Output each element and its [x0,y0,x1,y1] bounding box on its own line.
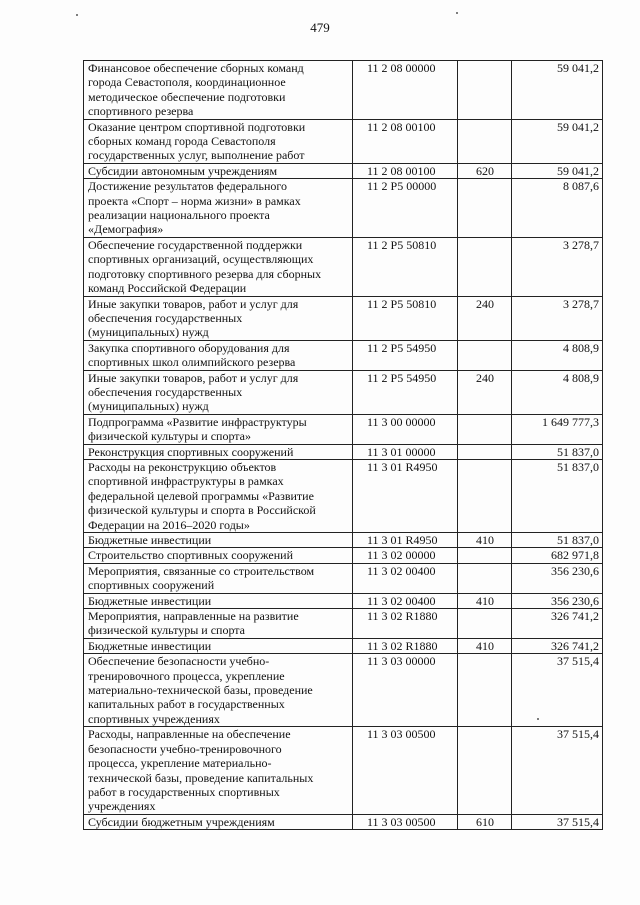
page-number: 479 [310,20,330,35]
table-row [84,563,603,593]
table-row [84,459,603,532]
cell-code: 11 2 P5 50810 [353,296,458,340]
cell-name: Расходы на реконструкцию объектов спортивной инфраструктуры в рамках федеральной целевой программы «Развитие физической культуры и спорта в Российской Федерации на 2016–2020 годы» [84,459,353,532]
cell-expense-type [458,340,512,370]
cell-code: 11 3 00 00000 [353,414,458,444]
table-row [84,163,603,178]
cell-expense-type [458,444,512,459]
table-row [84,119,603,163]
table-row [84,654,603,727]
cell-name: Расходы, направленные на обеспечение безопасности учебно-тренировочного процесса, укрепление материально- технической базы, проведение капитальных работ в государственных спортивных учреждениях [84,727,353,814]
cell-name: Мероприятия, направленные на развитие физической культуры и спорта [84,609,353,639]
table-row [84,370,603,414]
cell-name: Субсидии автономным учреждениям [84,163,353,178]
cell-name: Иные закупки товаров, работ и услуг для обеспечения государственных (муниципальных) нужд [84,296,353,340]
cell-code: 11 3 02 00400 [353,563,458,593]
cell-name: Достижение результатов федерального проекта «Спорт – норма жизни» в рамках реализации национального проекта «Демография» [84,179,353,238]
cell-code: 11 3 02 00400 [353,593,458,608]
cell-code: 11 3 01 R4950 [353,459,458,532]
cell-expense-type: 610 [458,814,512,829]
cell-amount: 59 041,2 [512,61,603,120]
cell-code: 11 3 01 R4950 [353,533,458,548]
budget-table [83,60,603,830]
cell-expense-type [458,727,512,814]
table-row [84,61,603,120]
cell-name: Бюджетные инвестиции [84,533,353,548]
cell-expense-type: 410 [458,593,512,608]
scan-speck [456,12,458,14]
scan-speck [76,14,78,16]
cell-amount: 37 515,4 [512,727,603,814]
cell-amount: 4 808,9 [512,340,603,370]
cell-amount: 59 041,2 [512,119,603,163]
cell-name: Строительство спортивных сооружений [84,548,353,563]
cell-amount: 3 278,7 [512,296,603,340]
table-row [84,444,603,459]
table-row [84,593,603,608]
table-row [84,237,603,296]
cell-name: Обеспечение государственной поддержки спортивных организаций, осуществляющих подготовку спортивного резерва для сборных команд Российской Федерации [84,237,353,296]
table-row [84,296,603,340]
cell-code: 11 3 01 00000 [353,444,458,459]
table-row [84,340,603,370]
cell-expense-type: 240 [458,370,512,414]
cell-amount: 51 837,0 [512,459,603,532]
cell-amount: 8 087,6 [512,179,603,238]
cell-code: 11 2 08 00000 [353,61,458,120]
cell-expense-type [458,563,512,593]
cell-amount: 51 837,0 [512,533,603,548]
table-row [84,727,603,814]
cell-code: 11 2 08 00100 [353,163,458,178]
cell-name: Закупка спортивного оборудования для спортивных школ олимпийского резерва [84,340,353,370]
cell-amount: 1 649 777,3 [512,414,603,444]
cell-name: Бюджетные инвестиции [84,638,353,653]
table-row [84,533,603,548]
budget-table-body [84,61,603,830]
table-row [84,179,603,238]
cell-expense-type [458,548,512,563]
cell-expense-type [458,654,512,727]
table-row [84,638,603,653]
table-row [84,414,603,444]
cell-expense-type [458,237,512,296]
cell-expense-type [458,609,512,639]
cell-expense-type [458,119,512,163]
cell-code: 11 2 P5 00000 [353,179,458,238]
table-row [84,609,603,639]
cell-expense-type [458,414,512,444]
cell-amount: 51 837,0 [512,444,603,459]
cell-expense-type: 620 [458,163,512,178]
cell-expense-type [458,61,512,120]
cell-code: 11 3 02 R1880 [353,609,458,639]
cell-amount: 37 515,4 [512,814,603,829]
cell-name: Оказание центром спортивной подготовки сборных команд города Севастополя государственных услуг, выполнение работ [84,119,353,163]
table-row [84,814,603,829]
cell-name: Финансовое обеспечение сборных команд города Севастополя, координационное методическое обеспечение подготовки спортивного резерва [84,61,353,120]
cell-amount: 682 971,8 [512,548,603,563]
cell-expense-type [458,459,512,532]
cell-code: 11 3 02 00000 [353,548,458,563]
cell-amount: 37 515,4 [512,654,603,727]
cell-expense-type: 240 [458,296,512,340]
cell-code: 11 2 P5 54950 [353,340,458,370]
cell-amount: 326 741,2 [512,638,603,653]
cell-name: Иные закупки товаров, работ и услуг для обеспечения государственных (муниципальных) нужд [84,370,353,414]
cell-expense-type [458,179,512,238]
cell-code: 11 2 08 00100 [353,119,458,163]
cell-expense-type: 410 [458,638,512,653]
cell-code: 11 2 P5 50810 [353,237,458,296]
cell-amount: 3 278,7 [512,237,603,296]
cell-name: Обеспечение безопасности учебно- тренировочного процесса, укрепление материально-технической базы, проведение капитальных работ в государственных спортивных учреждениях [84,654,353,727]
cell-code: 11 3 03 00500 [353,814,458,829]
cell-code: 11 3 03 00000 [353,654,458,727]
cell-amount: 356 230,6 [512,593,603,608]
cell-code: 11 2 P5 54950 [353,370,458,414]
cell-amount: 59 041,2 [512,163,603,178]
cell-name: Реконструкция спортивных сооружений [84,444,353,459]
cell-name: Мероприятия, связанные со строительством спортивных сооружений [84,563,353,593]
cell-name: Бюджетные инвестиции [84,593,353,608]
cell-expense-type: 410 [458,533,512,548]
cell-amount: 4 808,9 [512,370,603,414]
cell-name: Подпрограмма «Развитие инфраструктуры физической культуры и спорта» [84,414,353,444]
cell-amount: 326 741,2 [512,609,603,639]
cell-code: 11 3 03 00500 [353,727,458,814]
cell-code: 11 3 02 R1880 [353,638,458,653]
table-row [84,548,603,563]
cell-name: Субсидии бюджетным учреждениям [84,814,353,829]
scan-speck [537,718,539,720]
cell-amount: 356 230,6 [512,563,603,593]
